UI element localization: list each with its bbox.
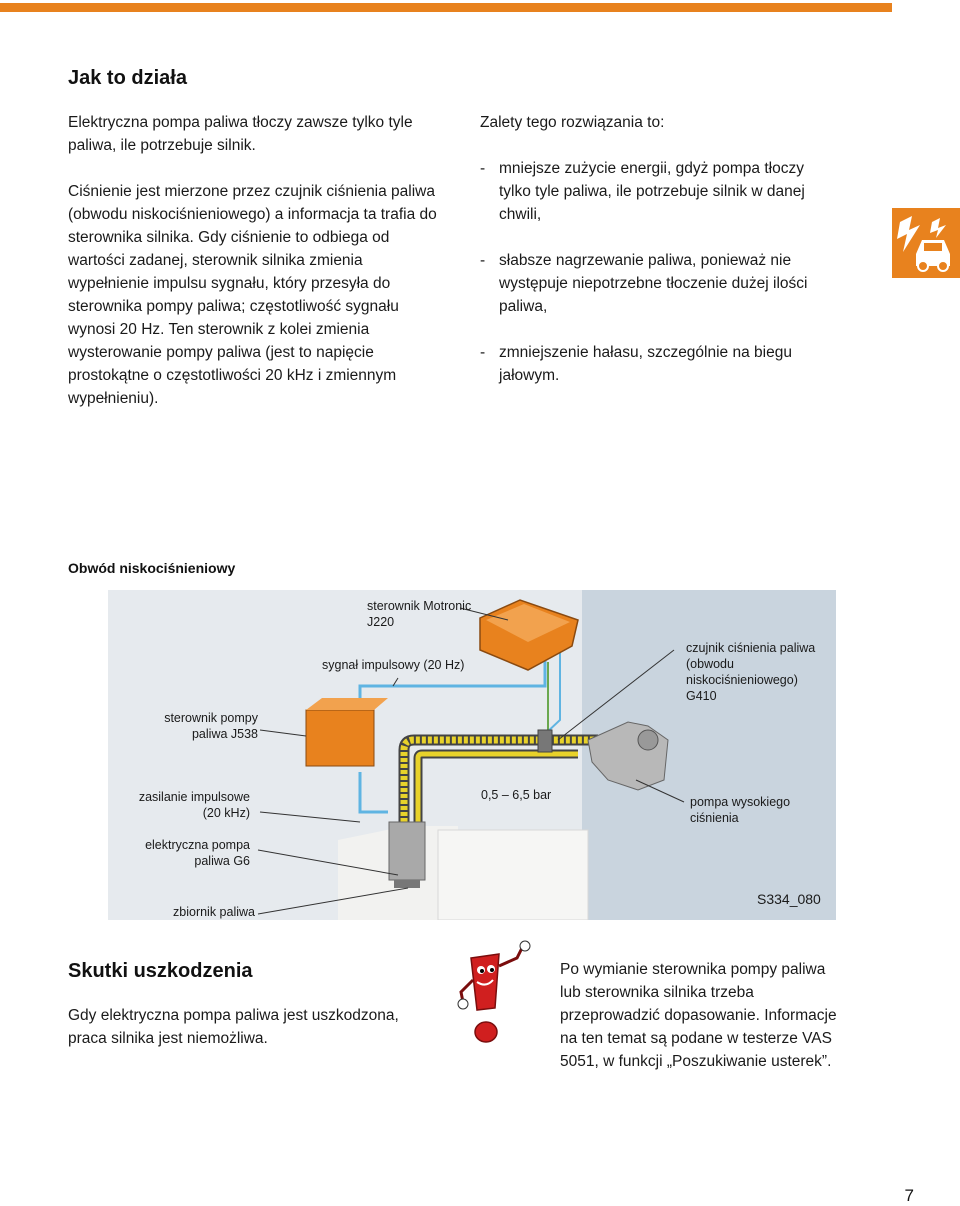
advantage-text: zmniejszenie hałasu, szczególnie na biegu jałowym.: [499, 344, 792, 384]
exclamation-mascot-icon: [453, 940, 549, 1052]
label-supply: zasilanie impulsowe (20 kHz): [138, 790, 250, 820]
bullet-marker: -: [480, 160, 486, 177]
fuel-tank-body: [438, 830, 588, 920]
label-pump-controller-j538: sterownik pompy paliwa J538: [164, 711, 258, 741]
label-fuel-tank: zbiornik paliwa: [173, 905, 255, 919]
electrical-car-icon: [892, 208, 960, 278]
hp-pump-port: [638, 730, 658, 750]
pressure-sensor-g410: [538, 730, 552, 752]
label-pressure-sensor-g410: czujnik ciśnienia paliwa (obwodu niskociśnieniowego) G410: [686, 641, 816, 703]
pump-controller-j538: [306, 710, 374, 766]
page-number: 7: [904, 1186, 914, 1205]
failure-effects-text: Gdy elektryczna pompa paliwa jest uszkodzona, praca silnika jest niemożliwa.: [68, 1007, 399, 1047]
bullet-marker: -: [480, 252, 486, 269]
advantages-intro: Zalety tego rozwiązania to:: [480, 114, 665, 131]
section-title-how-it-works: Jak to działa: [68, 67, 187, 89]
pump-inlet: [394, 880, 420, 888]
bullet-marker: -: [480, 344, 486, 361]
diagram-title: Obwód niskociśnieniowy: [68, 560, 236, 576]
top-accent-bar: [0, 3, 892, 12]
label-electric-pump-g6: elektryczna pompa paliwa G6: [145, 838, 250, 868]
label-signal: sygnał impulsowy (20 Hz): [322, 658, 465, 672]
electric-pump-g6: [389, 822, 425, 880]
intro-paragraph: Elektryczna pompa paliwa tłoczy zawsze tylko tyle paliwa, ile potrzebuje silnik.: [68, 114, 413, 154]
pressure-paragraph: Ciśnienie jest mierzone przez czujnik ciśnienia paliwa (obwodu niskociśnieniowego) a informacja ta trafia do sterownika silnika. Gdy ciśnienie to odbiega od wartości zadanej, sterownik silnika zmienia wypełnienie impulsu sygnału, który przesyła do sterownika pompy paliwa; częstotliwość sygnału wynosi 20 Hz. Ten sterownik z kolei zmienia wysterowanie pompy paliwa (jest to napięcie prostokątne o częstotliwości 20 kHz i zmiennym wypełnieniu).: [68, 183, 437, 407]
figure-code: S334_080: [757, 891, 821, 907]
advantage-text: słabsze nagrzewanie paliwa, ponieważ nie występuje niepotrzebne tłoczenie dużej ilości paliwa,: [499, 252, 808, 315]
label-ecu-j220: sterownik Motronic J220: [367, 599, 472, 629]
label-high-pressure-pump: pompa wysokiego ciśnienia: [690, 795, 791, 825]
section-title-failure-effects: Skutki uszkodzenia: [68, 960, 253, 982]
adaptation-note: Po wymianie sterownika pompy paliwa lub sterownika silnika trzeba przeprowadzić dopasowanie. Informacje na ten temat są podane w testerze VAS 5051, w funkcji „Poszukiwanie usterek”.: [560, 961, 837, 1070]
advantage-text: mniejsze zużycie energii, gdyż pompa tłoczy tylko tyle paliwa, ile potrzebuje silnik w danej chwili,: [499, 160, 805, 223]
label-pressure-range: 0,5 – 6,5 bar: [481, 788, 552, 802]
